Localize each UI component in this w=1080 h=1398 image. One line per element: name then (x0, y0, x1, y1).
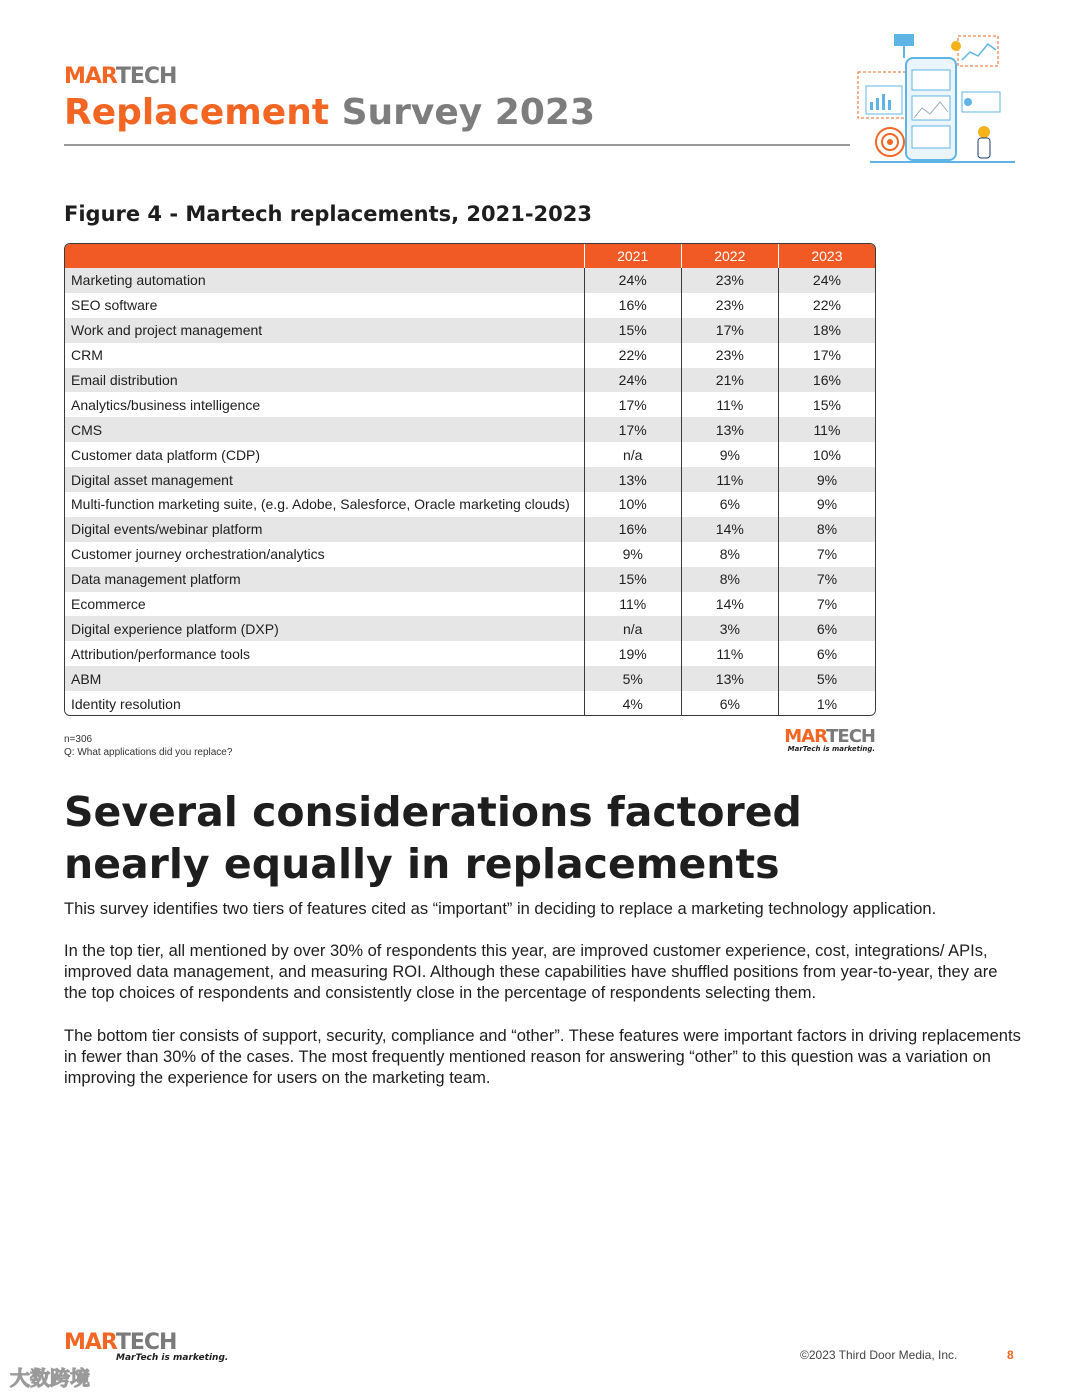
cell-value: 7% (778, 592, 875, 617)
cell-value: 5% (778, 666, 875, 691)
cell-value: 9% (584, 542, 681, 567)
cell-value: 24% (778, 268, 875, 293)
row-label: Email distribution (71, 372, 178, 388)
cell-value: 17% (681, 318, 778, 343)
cell-value: 8% (778, 517, 875, 542)
cell-value: 6% (681, 492, 778, 517)
cell-value: 23% (681, 268, 778, 293)
table-row (65, 293, 875, 318)
cell-value: 16% (584, 517, 681, 542)
cell-value: 16% (584, 293, 681, 318)
cell-value: 15% (584, 318, 681, 343)
title-part-1: Replacement (64, 92, 330, 133)
column-header: 2023 (778, 244, 875, 268)
table-row (65, 442, 875, 467)
paragraph-top-tier: In the top tier, all mentioned by over 30% of respondents this year, are improved customer experience, cost, integrations/ APIs, improved data management, and measuring ROI. Although these capabilities have shuffled positions from year-to-year, they are the top choices of respondents and consistently close in the percentage of respondents selecting them. (64, 942, 998, 1002)
cell-value: 10% (584, 492, 681, 517)
table-row (65, 567, 875, 592)
cell-value: 16% (778, 368, 875, 393)
cell-value: 13% (681, 417, 778, 442)
table-header-row (65, 244, 875, 268)
cell-value: 9% (778, 492, 875, 517)
cell-value: 22% (778, 293, 875, 318)
logo-orange-text: MAR (64, 64, 116, 89)
row-label: Customer journey orchestration/analytics (71, 546, 325, 563)
table-row (65, 592, 875, 617)
cell-value: 7% (778, 542, 875, 567)
row-label: Identity resolution (71, 695, 181, 712)
figure-title: Figure 4 - Martech replacements, 2021-2023 (64, 202, 593, 226)
table-row (65, 343, 875, 368)
table-row (65, 616, 875, 641)
cell-value: 13% (584, 467, 681, 492)
header-divider (64, 144, 850, 146)
cell-value: 8% (681, 542, 778, 567)
table-row (65, 666, 875, 691)
row-label: Customer data platform (CDP) (71, 446, 261, 463)
table-notes (64, 733, 232, 759)
row-label: Ecommerce (71, 596, 146, 613)
table-row (65, 467, 875, 492)
row-label: Analytics/business intelligence (71, 396, 261, 413)
cell-value: 11% (681, 392, 778, 417)
logo-grey-text: TECH (115, 64, 177, 89)
cell-value: 22% (584, 343, 681, 368)
cell-value: n/a (584, 616, 681, 641)
cell-value: 9% (681, 442, 778, 467)
row-label: Digital asset management (71, 471, 233, 488)
cell-value: 6% (681, 691, 778, 716)
row-label: Multi-function marketing suite, (e.g. Adobe, Salesforce, Oracle marketing clouds) (71, 496, 570, 513)
column-header: 2022 (681, 244, 778, 268)
cell-value: 17% (584, 417, 681, 442)
cell-value: 4% (584, 691, 681, 716)
martech-logo-figure (784, 726, 875, 753)
table-row (65, 417, 875, 442)
row-label: Data management platform (71, 571, 241, 588)
cell-value: 21% (681, 368, 778, 393)
cell-value: 15% (778, 392, 875, 417)
paragraph-bottom-tier: The bottom tier consists of support, security, compliance and “other”. These features were important factors in driving replacements in fewer than 30% of the cases. The most frequently mentioned reason for answering “other” to this question was a variation on improving the experience for users on the marketing team. (64, 1027, 1021, 1087)
logo-tagline: MarTech is marketing. (787, 745, 875, 753)
title-part-2: Survey 2023 (341, 92, 595, 133)
cell-value: 23% (681, 343, 778, 368)
cell-value: n/a (584, 442, 681, 467)
cell-value: 18% (778, 318, 875, 343)
cell-value: 10% (778, 442, 875, 467)
cell-value: 5% (584, 666, 681, 691)
logo-orange-text: MAR (64, 1330, 116, 1355)
column-header: 2021 (584, 244, 681, 268)
cell-value: 9% (778, 467, 875, 492)
logo-grey-text: TECH (115, 1330, 177, 1355)
table-row (65, 392, 875, 417)
cell-value: 24% (584, 368, 681, 393)
cell-value: 1% (778, 691, 875, 716)
logo-tagline: MarTech is marketing. (116, 1353, 229, 1363)
table-row (65, 318, 875, 343)
heading-line-2: nearly equally in replacements (64, 840, 780, 888)
cell-value: 15% (584, 567, 681, 592)
logo-orange-text: MAR (784, 726, 827, 747)
header-label-column (65, 244, 584, 268)
cell-value: 23% (681, 293, 778, 318)
table-row (65, 492, 875, 517)
paragraph-intro: This survey identifies two tiers of features cited as “important” in deciding to replace a marketing technology application. (64, 900, 937, 918)
sample-size: n=306 (64, 734, 93, 745)
row-label: Attribution/performance tools (71, 645, 250, 662)
logo-grey-text: TECH (826, 726, 875, 747)
marketing-illustration (850, 22, 1020, 172)
cell-value: 19% (584, 641, 681, 666)
cell-value: 24% (584, 268, 681, 293)
row-label: Work and project management (71, 322, 263, 339)
row-label: CMS (71, 421, 103, 438)
row-label: ABM (71, 670, 102, 687)
cell-value: 13% (681, 666, 778, 691)
row-label: SEO software (71, 297, 158, 314)
cell-value: 11% (584, 592, 681, 617)
row-label: Marketing automation (71, 272, 206, 289)
table-row (65, 368, 875, 393)
watermark-text: 大数跨境 (10, 1368, 90, 1390)
cell-value: 11% (681, 467, 778, 492)
cell-value: 11% (778, 417, 875, 442)
table-row (65, 268, 875, 293)
page-number: 8 (1007, 1348, 1014, 1362)
martech-logo-footer (64, 1330, 228, 1363)
heading-line-1: Several considerations factored (64, 788, 802, 836)
table-row (65, 542, 875, 567)
survey-question: Q: What applications did you replace? (64, 747, 233, 758)
row-label: Digital experience platform (DXP) (71, 620, 279, 637)
row-label: CRM (71, 347, 103, 364)
table-row (65, 691, 875, 716)
replacements-table (64, 243, 876, 716)
cell-value: 7% (778, 567, 875, 592)
cell-value: 6% (778, 616, 875, 641)
page-title (64, 92, 595, 133)
cell-value: 3% (681, 616, 778, 641)
martech-logo-header (64, 64, 176, 89)
cell-value: 17% (778, 343, 875, 368)
cell-value: 17% (584, 392, 681, 417)
table-row (65, 517, 875, 542)
cell-value: 14% (681, 592, 778, 617)
copyright-text: ©2023 Third Door Media, Inc. (800, 1348, 958, 1362)
cell-value: 8% (681, 567, 778, 592)
cell-value: 6% (778, 641, 875, 666)
table-row (65, 641, 875, 666)
section-heading (64, 786, 964, 890)
cell-value: 11% (681, 641, 778, 666)
row-label: Digital events/webinar platform (71, 521, 263, 538)
cell-value: 14% (681, 517, 778, 542)
